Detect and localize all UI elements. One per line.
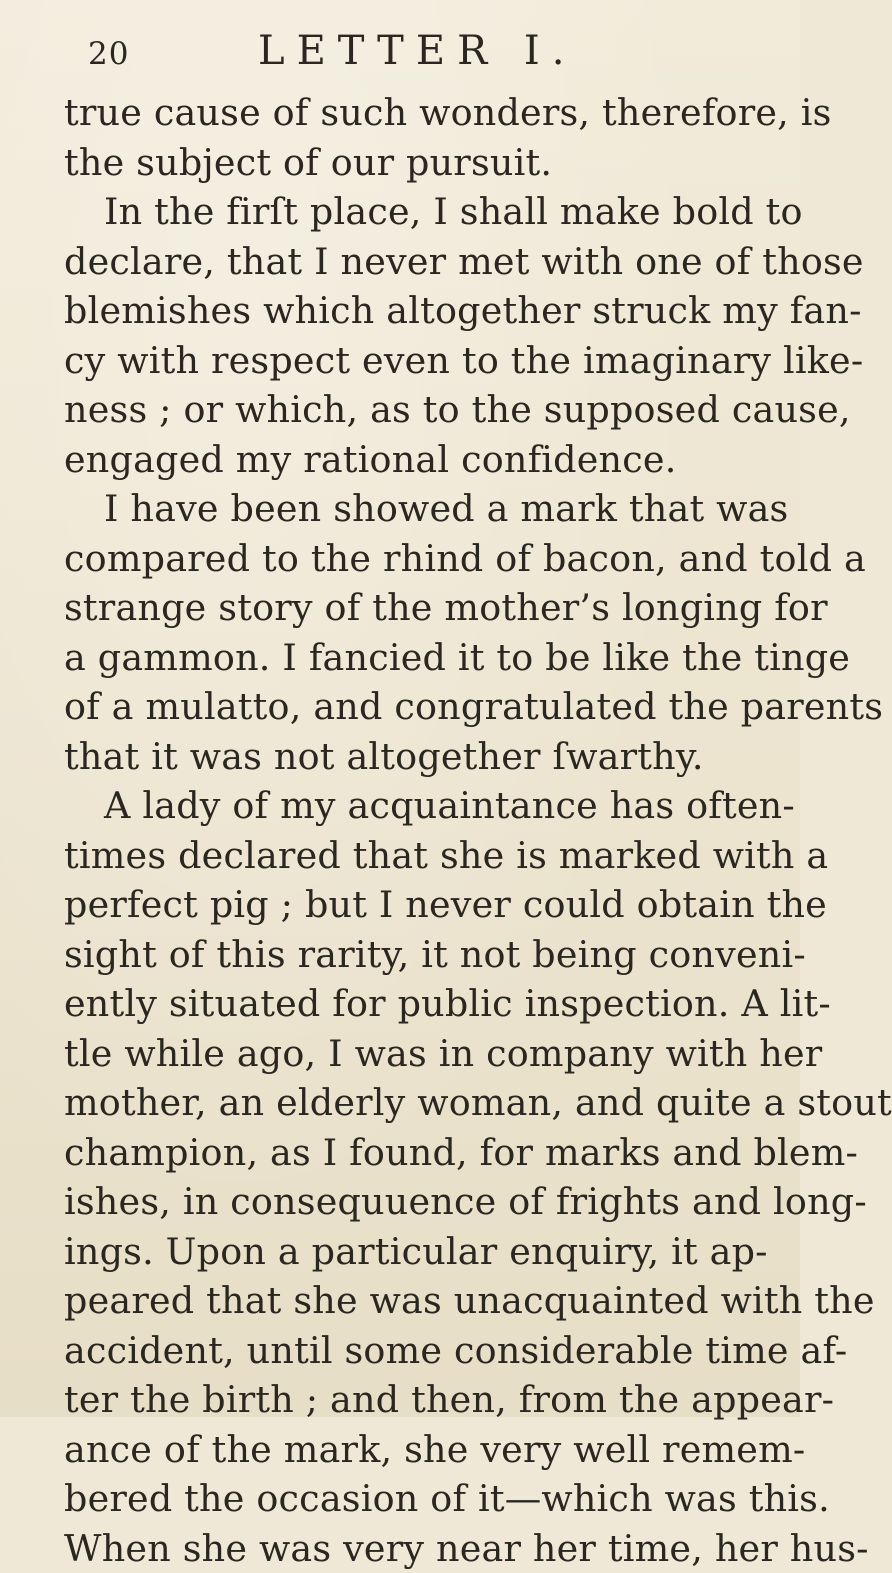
- text-line: peared that she was unacquainted with the: [64, 1276, 808, 1326]
- text-line: true cause of such wonders, therefore, is: [64, 88, 808, 138]
- text-line: engaged my rational confidence.: [64, 435, 808, 485]
- text-line: ance of the mark, she very well remem-: [64, 1425, 808, 1475]
- text-line: mother, an elderly woman, and quite a stout: [64, 1078, 808, 1128]
- text-line: of a mulatto, and congratulated the parents: [64, 682, 808, 732]
- text-line: compared to the rhind of bacon, and told a: [64, 534, 808, 584]
- text-line: cy with respect even to the imaginary like-: [64, 336, 808, 386]
- paragraph-start-line: I have been showed a mark that was: [64, 484, 808, 534]
- text-line: champion, as I found, for marks and blem-: [64, 1128, 808, 1178]
- text-line: When she was very near her time, her hus-: [64, 1524, 808, 1573]
- text-line: that it was not altogether ſwarthy.: [64, 732, 808, 782]
- text-line: ness ; or which, as to the supposed cause,: [64, 385, 808, 435]
- running-head: LETTER I.: [258, 28, 576, 74]
- text-line: times declared that she is marked with a: [64, 831, 808, 881]
- paragraph-start-line: In the firſt place, I shall make bold to: [64, 187, 808, 237]
- text-line: ter the birth ; and then, from the appear-: [64, 1375, 808, 1425]
- text-line: ently situated for public inspection. A lit-: [64, 979, 808, 1029]
- text-line: bered the occasion of it—which was this.: [64, 1474, 808, 1524]
- text-line: accident, until some considerable time af-: [64, 1326, 808, 1376]
- text-line: the subject of our pursuit.: [64, 138, 808, 188]
- text-line: ings. Upon a particular enquiry, it ap-: [64, 1227, 808, 1277]
- text-line: ishes, in consequuence of frights and long-: [64, 1177, 808, 1227]
- page-header: [88, 28, 760, 78]
- text-line: perfect pig ; but I never could obtain the: [64, 880, 808, 930]
- text-line: strange story of the mother’s longing for: [64, 583, 808, 633]
- text-line: a gammon. I fancied it to be like the tinge: [64, 633, 808, 683]
- paragraph-start-line: A lady of my acquaintance has often-: [64, 781, 808, 831]
- page-number: 20: [88, 36, 258, 72]
- text-line: tle while ago, I was in company with her: [64, 1029, 808, 1079]
- text-line: sight of this rarity, it not being conveni-: [64, 930, 808, 980]
- body-text: [64, 88, 808, 1573]
- text-line: declare, that I never met with one of those: [64, 237, 808, 287]
- text-line: blemishes which altogether struck my fan-: [64, 286, 808, 336]
